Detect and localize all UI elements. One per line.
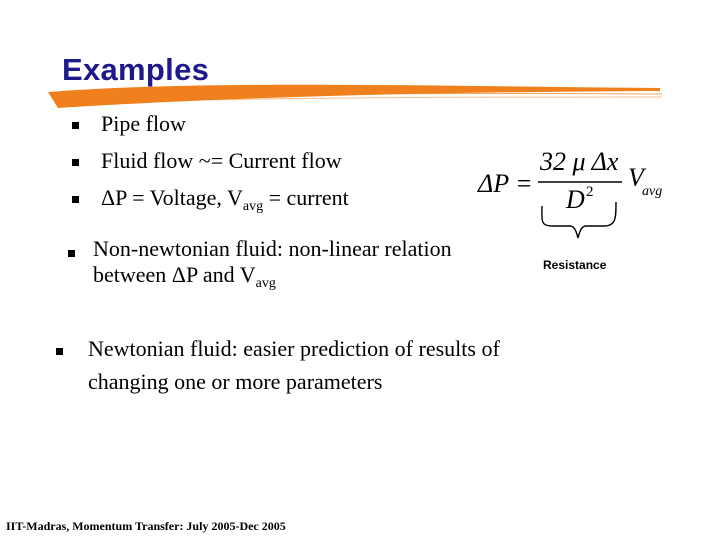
- bullet-line-1: Non-newtonian fluid: non-linear relation: [93, 236, 452, 261]
- bullet-text: ΔP = Voltage, V: [101, 185, 243, 210]
- bullet-square-icon: [72, 159, 79, 166]
- bullet-text: Pipe flow: [101, 111, 186, 136]
- bullet-text: Fluid flow ~= Current flow: [101, 148, 342, 173]
- bullet-pipe-flow: [62, 111, 186, 137]
- bullet-square-icon: [68, 250, 75, 257]
- formula-exponent: 2: [586, 184, 594, 200]
- bullet-line-1: Newtonian fluid: easier prediction of results of: [88, 336, 500, 361]
- slide-footer: IIT-Madras, Momentum Transfer: July 2005-Dec 2005: [6, 519, 286, 533]
- bullet-line-2: changing one or more parameters: [88, 369, 383, 394]
- pressure-drop-formula: [470, 140, 680, 275]
- resistance-label: Resistance: [543, 258, 607, 272]
- slide-title: Examples: [62, 52, 210, 87]
- bullet-text-tail: = current: [263, 185, 349, 210]
- bullet-fluid-flow: [62, 148, 342, 174]
- bullet-delta-p-voltage: [62, 185, 349, 215]
- bullet-line-2: between ΔP and V: [93, 262, 256, 287]
- formula-denominator: D: [566, 185, 585, 214]
- bullet-newtonian: [48, 332, 500, 398]
- bullet-square-icon: [56, 348, 63, 355]
- bullet-subscript: avg: [242, 199, 264, 214]
- formula-numerator: 32 μ Δx: [540, 147, 619, 176]
- formula-velocity: V: [628, 163, 644, 192]
- bullet-square-icon: [72, 196, 79, 203]
- bullet-non-newtonian: [55, 236, 452, 292]
- bullet-square-icon: [72, 122, 79, 129]
- bullet-subscript: avg: [255, 276, 276, 291]
- formula-lhs: ΔP =: [478, 169, 533, 198]
- formula-velocity-subscript: avg: [642, 184, 663, 199]
